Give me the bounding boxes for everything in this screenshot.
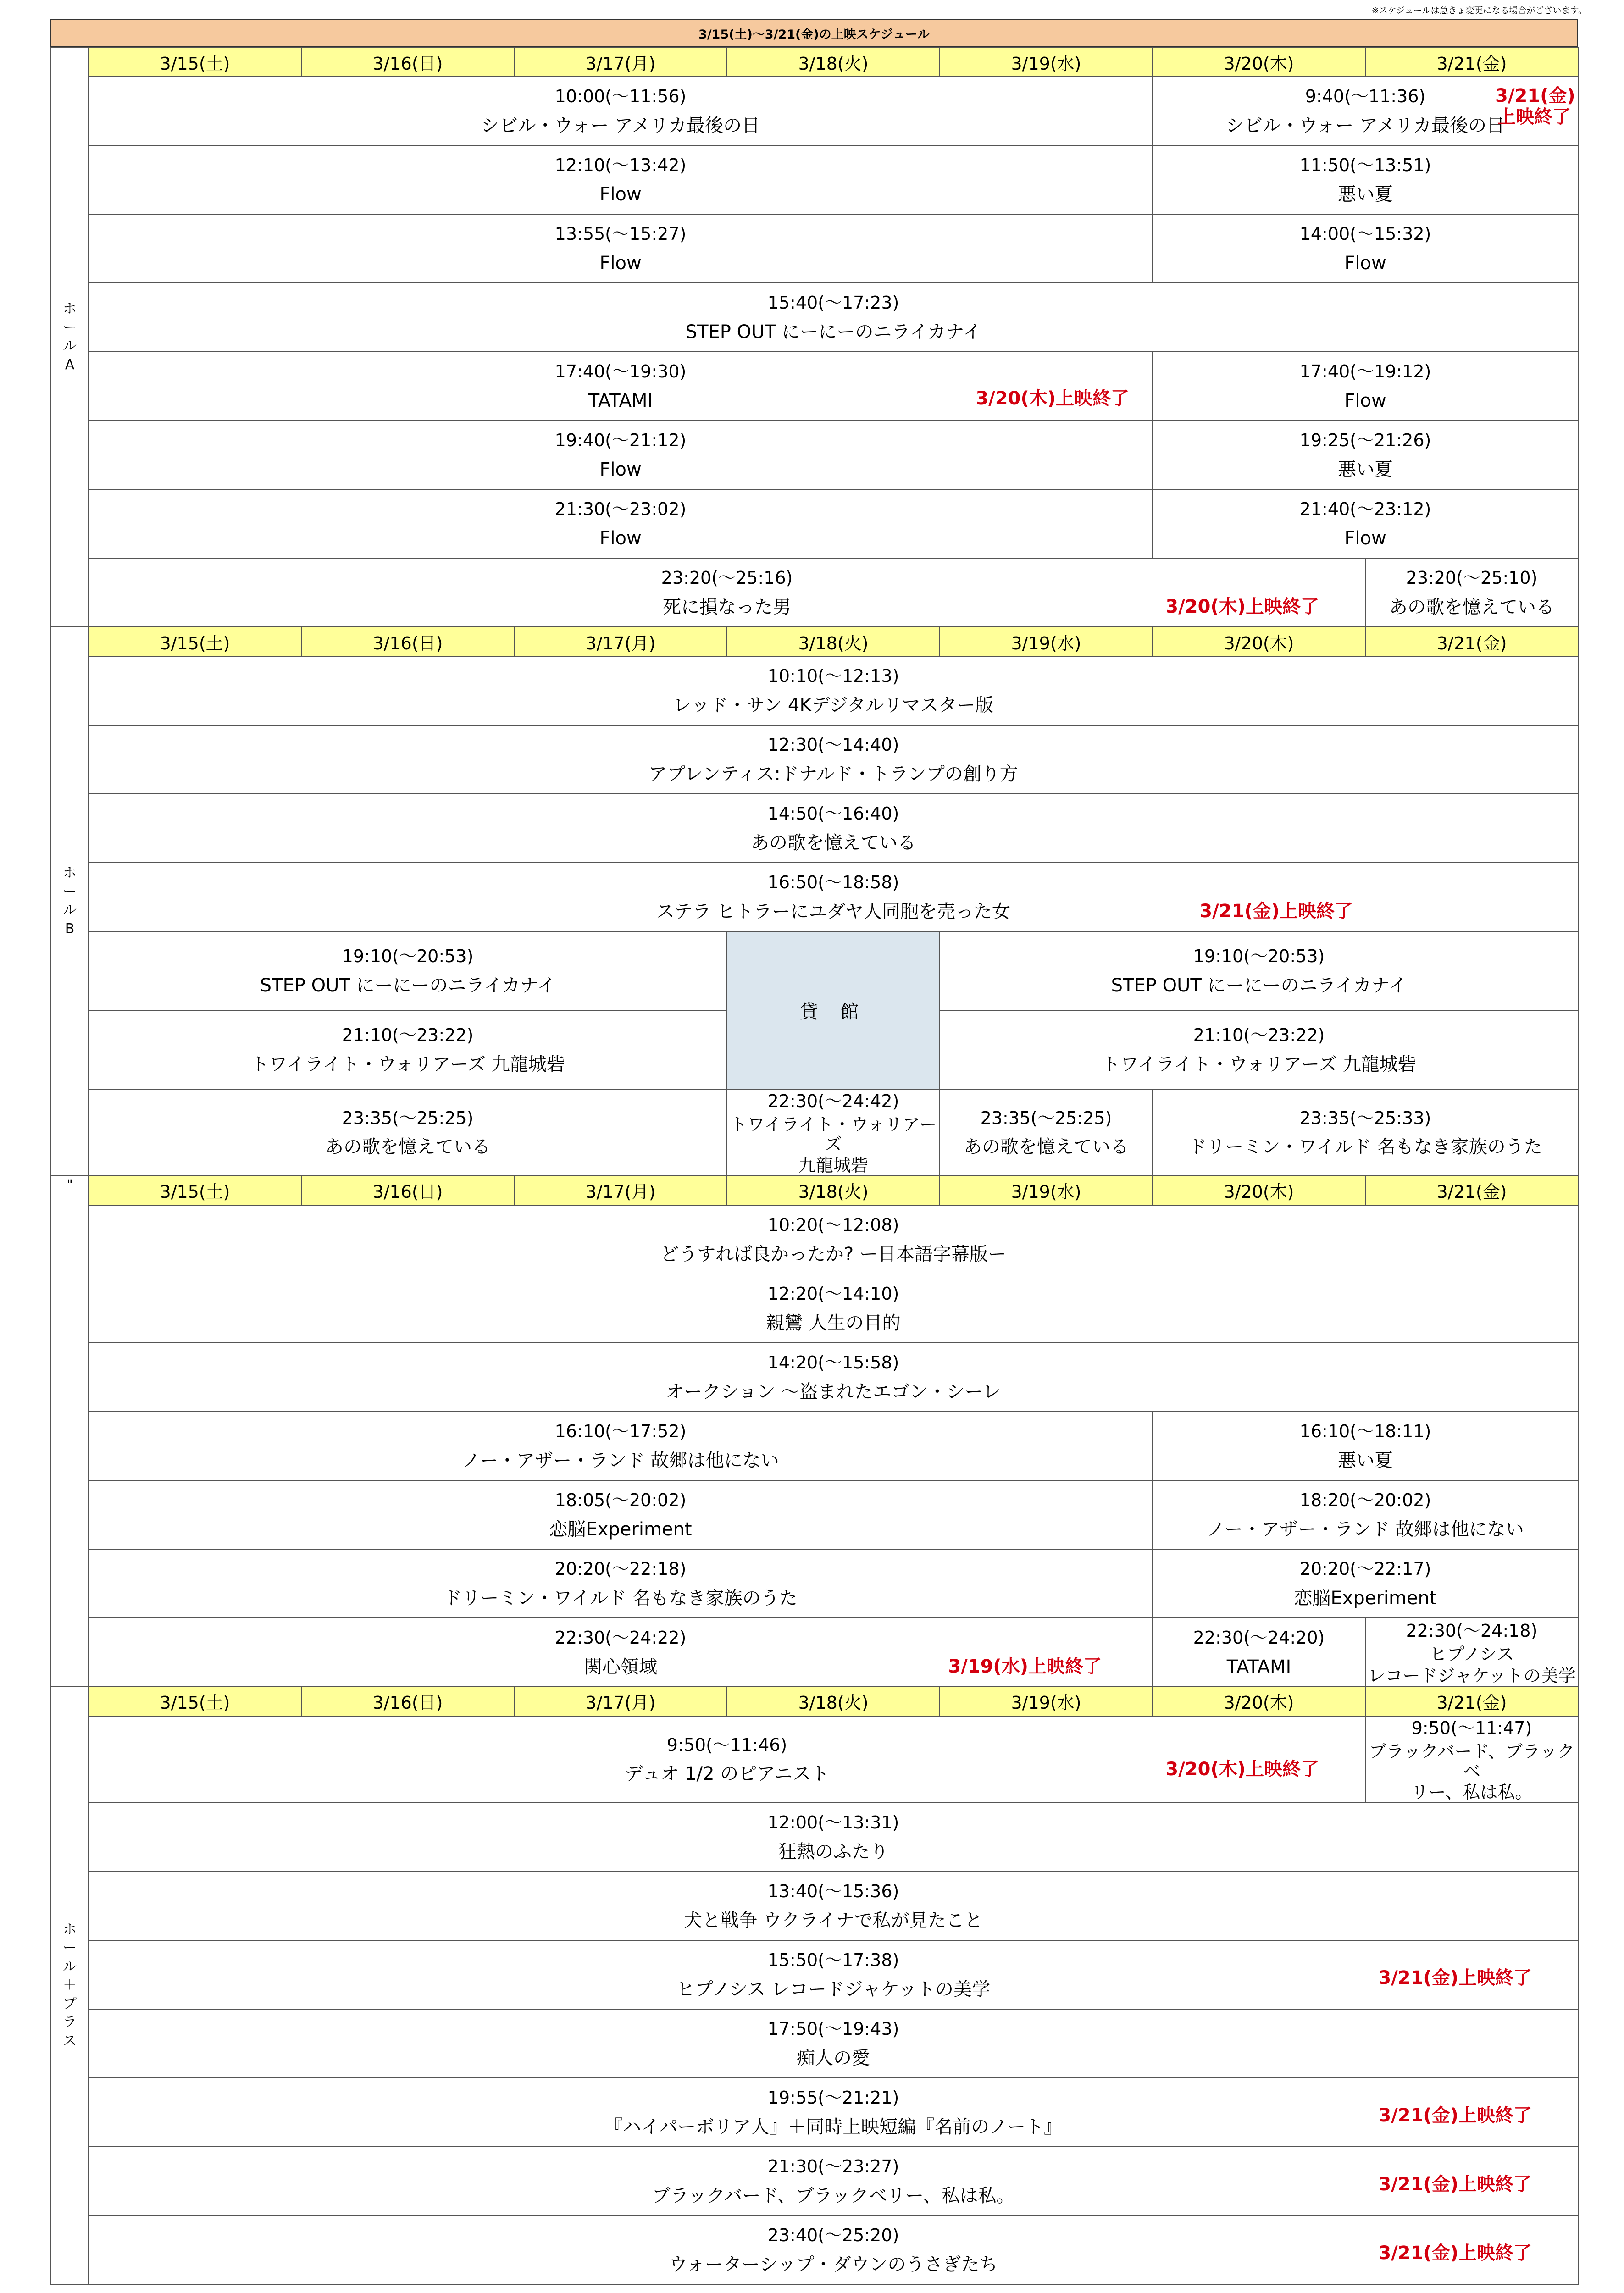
showing-cell[interactable]: 12:20(～14:10) 親鸞 人生の目的	[89, 1274, 1578, 1343]
day-header: 3/20(木)	[1153, 1176, 1365, 1205]
table-row	[51, 1412, 1578, 1480]
table-row	[51, 794, 1578, 863]
showing-cell[interactable]: 18:20(～20:02) ノー・アザー・ランド 故郷は他にない	[1153, 1480, 1578, 1549]
day-header: 3/21(金)	[1365, 1176, 1578, 1205]
day-header: 3/16(日)	[301, 1687, 514, 1716]
table-row	[51, 145, 1578, 214]
day-header: 3/17(月)	[514, 627, 727, 656]
showing-cell[interactable]: 17:40(～19:30) TATAMI 3/20(木)上映終了	[89, 352, 1153, 421]
showing-cell[interactable]: 22:30(～24:42) トワイライト・ウォリアーズ 九龍城砦	[727, 1089, 940, 1176]
table-row	[51, 1549, 1578, 1618]
table-row	[51, 1803, 1578, 1872]
day-header: 3/15(土)	[89, 627, 301, 656]
table-row	[51, 1716, 1578, 1803]
table-row	[51, 2215, 1578, 2284]
hall-plus-day-header-row	[51, 1687, 1578, 1716]
showing-cell[interactable]: 18:05(～20:02) 恋脳Experiment	[89, 1480, 1153, 1549]
table-row	[51, 1480, 1578, 1549]
showing-cell[interactable]: 20:20(～22:18) ドリーミン・ワイルド 名もなき家族のうた	[89, 1549, 1153, 1618]
showing-cell[interactable]: 23:40(～25:20) ウォーターシップ・ダウンのうさぎたち 3/21(金)上映終了	[89, 2215, 1578, 2284]
day-header: 3/20(木)	[1153, 627, 1365, 656]
day-header: 3/18(火)	[727, 1176, 940, 1205]
day-header: 3/19(水)	[940, 627, 1153, 656]
showing-cell[interactable]: 23:20(～25:16) 死に損なった男 3/20(木)上映終了	[89, 558, 1365, 627]
showing-cell[interactable]: 19:40(～21:12) Flow	[89, 421, 1153, 489]
showing-cell[interactable]: 21:10(～23:22) トワイライト・ウォリアーズ 九龍城砦	[940, 1010, 1578, 1089]
showing-cell[interactable]: 22:30(～24:22) 関心領域 3/19(水)上映終了	[89, 1618, 1153, 1687]
showing-cell[interactable]: 9:50(～11:47) ブラックバード、ブラックベ リー、私は私。	[1365, 1716, 1578, 1803]
showing-cell[interactable]: 23:35(～25:33) ドリーミン・ワイルド 名もなき家族のうた	[1153, 1089, 1578, 1176]
day-header: 3/18(火)	[727, 47, 940, 77]
showing-cell[interactable]: 15:50(～17:38) ヒプノシス レコードジャケットの美学 3/21(金)上映終了	[89, 1940, 1578, 2009]
hall-plus-label: ホール＋ プラス	[51, 1687, 89, 2284]
showing-cell[interactable]: 10:00(～11:56) シビル・ウォー アメリカ最後の日	[89, 77, 1153, 145]
showing-cell[interactable]: 17:40(～19:12) Flow	[1153, 352, 1578, 421]
day-header: 3/19(水)	[940, 1176, 1153, 1205]
showing-cell[interactable]: 12:10(～13:42) Flow	[89, 145, 1153, 214]
day-header: 3/16(日)	[301, 1176, 514, 1205]
table-row	[51, 489, 1578, 558]
hall-b-label: ホールB	[51, 627, 89, 1176]
showing-cell[interactable]: 16:50(～18:58) ステラ ヒトラーにユダヤ人同胞を売った女 3/21(金)上映終了	[89, 863, 1578, 931]
day-header: 3/21(金)	[1365, 47, 1578, 77]
showing-cell[interactable]: 21:40(～23:12) Flow	[1153, 489, 1578, 558]
hall-a-day-header-row	[51, 47, 1578, 77]
rental-hall-cell: 貸 館	[727, 931, 940, 1089]
day-header: 3/19(水)	[940, 47, 1153, 77]
hall-b-day-header-row	[51, 627, 1578, 656]
table-row	[51, 283, 1578, 352]
end-of-run-note: 3/21(金)上映終了	[1495, 85, 1575, 127]
showing-cell[interactable]: 23:35(～25:25) あの歌を憶えている	[89, 1089, 727, 1176]
showing-cell[interactable]: 19:55(～21:21) 『ハイパーボリア人』＋同時上映短編『名前のノート』 3/21(金)上映終了	[89, 2078, 1578, 2147]
day-header: 3/20(木)	[1153, 47, 1365, 77]
showing-cell[interactable]: 16:10(～18:11) 悪い夏	[1153, 1412, 1578, 1480]
showing-cell[interactable]: 21:30(～23:02) Flow	[89, 489, 1153, 558]
table-row	[51, 1872, 1578, 1940]
day-header: 3/16(日)	[301, 47, 514, 77]
hall-a-label: ホールA	[51, 47, 89, 627]
showing-cell[interactable]: 12:00(～13:31) 狂熱のふたり	[89, 1803, 1578, 1872]
showing-cell[interactable]: 14:20(～15:58) オークション ～盗まれたエゴン・シーレ	[89, 1343, 1578, 1412]
end-of-run-note: 3/20(木)上映終了	[1165, 1758, 1319, 1780]
showing-cell[interactable]: 9:50(～11:46) デュオ 1/2 のピアニスト 3/20(木)上映終了	[89, 1716, 1365, 1803]
table-row	[51, 352, 1578, 421]
table-row	[51, 2009, 1578, 2078]
showing-cell[interactable]: 23:35(～25:25) あの歌を憶えている	[940, 1089, 1153, 1176]
table-row	[51, 77, 1578, 145]
day-header: 3/20(木)	[1153, 1687, 1365, 1716]
showing-cell[interactable]: 9:40(～11:36) シビル・ウォー アメリカ最後の日 3/21(金)上映終了	[1153, 77, 1578, 145]
showing-cell[interactable]: 11:50(～13:51) 悪い夏	[1153, 145, 1578, 214]
showing-cell[interactable]: 10:10(～12:13) レッド・サン 4Kデジタルリマスター版	[89, 656, 1578, 725]
table-row	[51, 1940, 1578, 2009]
end-of-run-note: 3/20(木)上映終了	[976, 388, 1129, 409]
table-row	[51, 2078, 1578, 2147]
day-header: 3/15(土)	[89, 1687, 301, 1716]
table-row	[51, 1618, 1578, 1687]
table-row	[51, 1343, 1578, 1412]
showing-cell[interactable]: 15:40(～17:23) STEP OUT にーにーのニライカナイ	[89, 283, 1578, 352]
showing-cell[interactable]: 21:30(～23:27) ブラックバード、ブラックベリー、私は私。 3/21(金)上映終了	[89, 2147, 1578, 2215]
end-of-run-note: 3/20(木)上映終了	[1165, 596, 1319, 617]
showing-cell[interactable]: 17:50(～19:43) 痴人の愛	[89, 2009, 1578, 2078]
table-row	[51, 558, 1578, 627]
table-row	[51, 931, 1578, 1010]
showing-cell[interactable]: 22:30(～24:20) TATAMI	[1153, 1618, 1365, 1687]
showing-cell[interactable]: 10:20(～12:08) どうすれば良かったか? ー日本語字幕版ー	[89, 1205, 1578, 1274]
end-of-run-note: 3/21(金)上映終了	[1378, 1967, 1532, 1988]
end-of-run-note: 3/21(金)上映終了	[1378, 2173, 1532, 2195]
day-header: 3/21(金)	[1365, 1687, 1578, 1716]
showing-cell[interactable]: 19:25(～21:26) 悪い夏	[1153, 421, 1578, 489]
table-row	[51, 863, 1578, 931]
showing-cell[interactable]: 21:10(～23:22) トワイライト・ウォリアーズ 九龍城砦	[89, 1010, 727, 1089]
day-header: 3/17(月)	[514, 1176, 727, 1205]
table-row	[51, 1089, 1578, 1176]
table-row	[51, 214, 1578, 283]
showing-cell[interactable]: 14:50(～16:40) あの歌を憶えている	[89, 794, 1578, 863]
day-header: 3/15(土)	[89, 1176, 301, 1205]
end-of-run-note: 3/21(金)上映終了	[1378, 2242, 1532, 2264]
schedule-change-note: ※スケジュールは急きょ変更になる場合がございます。	[1371, 6, 1587, 16]
showing-cell[interactable]: 20:20(～22:17) 恋脳Experiment	[1153, 1549, 1578, 1618]
table-row	[51, 421, 1578, 489]
day-header: 3/15(土)	[89, 47, 301, 77]
day-header: 3/17(月)	[514, 1687, 727, 1716]
end-of-run-note: 3/21(金)上映終了	[1378, 2105, 1532, 2126]
showing-cell[interactable]: 19:10(～20:53) STEP OUT にーにーのニライカナイ	[940, 931, 1578, 1010]
schedule-title: 3/15(土)～3/21(金)の上映スケジュール	[50, 19, 1578, 47]
day-header: 3/18(火)	[727, 627, 940, 656]
showing-cell[interactable]: 23:20(～25:10) あの歌を憶えている	[1365, 558, 1578, 627]
showing-cell[interactable]: 13:55(～15:27) Flow	[89, 214, 1153, 283]
showing-cell[interactable]: 14:00(～15:32) Flow	[1153, 214, 1578, 283]
table-row	[51, 2147, 1578, 2215]
end-of-run-note: 3/21(金)上映終了	[1199, 901, 1353, 922]
table-row	[51, 656, 1578, 725]
showing-cell[interactable]: 19:10(～20:53) STEP OUT にーにーのニライカナイ	[89, 931, 727, 1010]
hall-c-label: "	[51, 1176, 89, 1687]
schedule-table	[50, 47, 1579, 2285]
showing-cell[interactable]: 12:30(～14:40) アプレンティス:ドナルド・トランプの創り方	[89, 725, 1578, 794]
showing-cell[interactable]: 13:40(～15:36) 犬と戦争 ウクライナで私が見たこと	[89, 1872, 1578, 1940]
day-header: 3/18(火)	[727, 1687, 940, 1716]
end-of-run-note: 3/19(水)上映終了	[948, 1656, 1102, 1677]
day-header: 3/17(月)	[514, 47, 727, 77]
showing-cell[interactable]: 16:10(～17:52) ノー・アザー・ランド 故郷は他にない	[89, 1412, 1153, 1480]
table-row	[51, 1274, 1578, 1343]
day-header: 3/19(水)	[940, 1687, 1153, 1716]
table-row	[51, 725, 1578, 794]
hall-c-day-header-row	[51, 1176, 1578, 1205]
showing-cell[interactable]: 22:30(～24:18) ヒプノシス レコードジャケットの美学	[1365, 1618, 1578, 1687]
table-row	[51, 1205, 1578, 1274]
day-header: 3/21(金)	[1365, 627, 1578, 656]
day-header: 3/16(日)	[301, 627, 514, 656]
